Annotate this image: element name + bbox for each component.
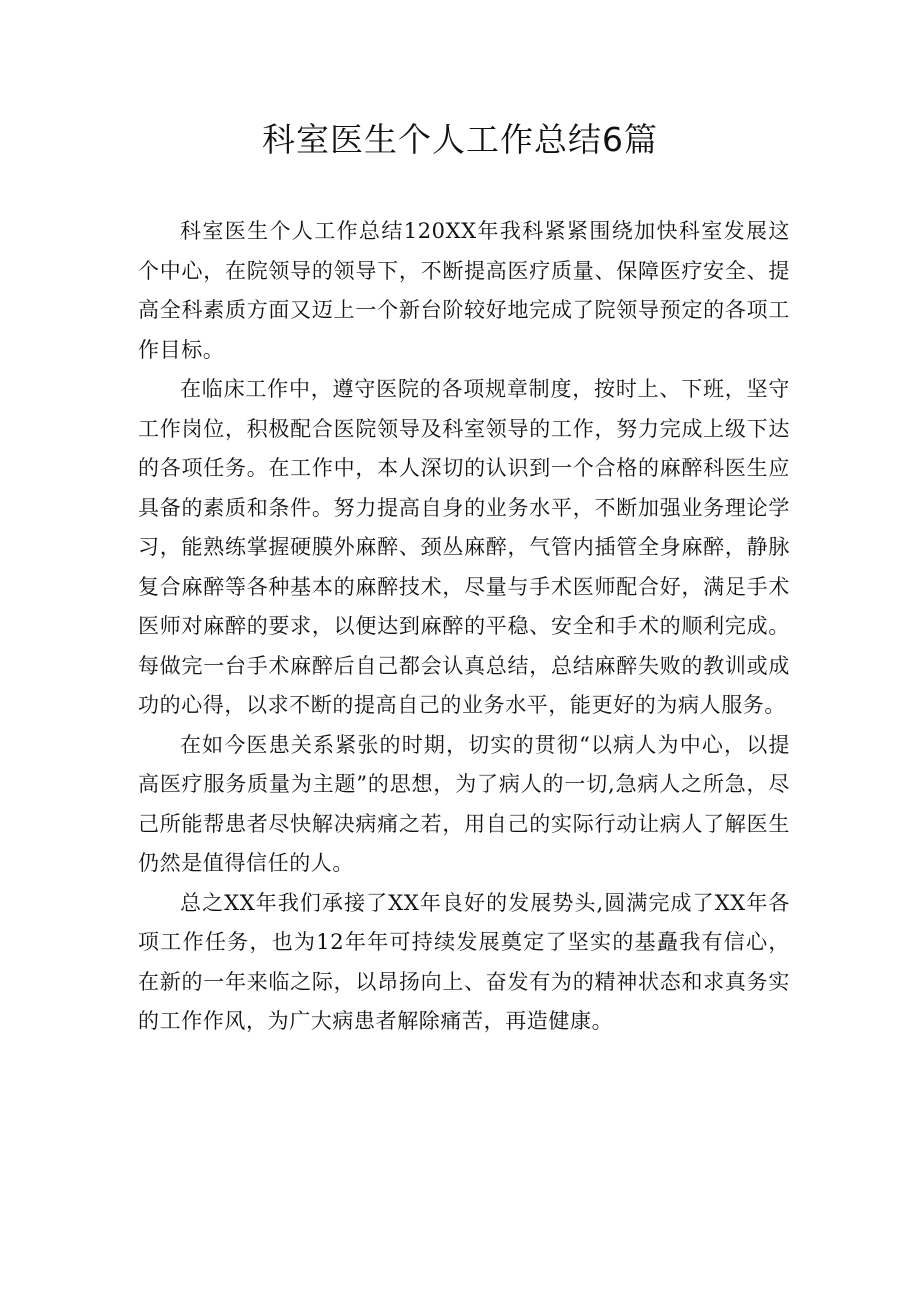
- paragraph-1: 科室医生个人工作总结120XX年我科紧紧围绕加快科室发展这个中心，在院领导的领导下，不断提高医疗质量、保障医疗安全、提高全科素质方面又迈上一个新台阶较好地完成了院领导预定的各项工作目标。: [138, 219, 790, 362]
- paragraph-3: 在如今医患关系紧张的时期，切实的贯彻“以病人为中心，以提高医疗服务质量为主题”的思想，为了病人的一切,急病人之所急，尽己所能帮患者尽快解决病痛之若，用自己的实际行动让病人了解医生仍然是值得信任的人。: [138, 732, 790, 875]
- document-title: 科室医生个人工作总结6篇: [262, 120, 658, 159]
- paragraph-4: 总之XX年我们承接了XX年良好的发展势头,圆满完成了XX年各项工作任务，也为12年年可持续发展奠定了坚实的基矗我有信心，在新的一年来临之际，以昂扬向上、奋发有为的精神状态和求真务实的工作作风，为广大病患者解除痛苦，再造健康。: [138, 890, 790, 1033]
- paragraph-2: 在临床工作中，遵守医院的各项规章制度，按时上、下班，坚守工作岗位，积极配合医院领导及科室领导的工作，努力完成上级下达的各项任务。在工作中，本人深切的认识到一个合格的麻醉科医生应具备的素质和条件。努力提高自身的业务水平，不断加强业务理论学习，能熟练掌握硬膜外麻醉、颈丛麻醉，气管内插管全身麻醉，静脉复合麻醉等各种基本的麻醉技术，尽量与手术医师配合好，满足手术医师对麻醉的要求，以便达到麻醉的平稳、安全和手术的顺利完成。每做完一台手术麻醉后自己都会认真总结，总结麻醉失败的教训或成功的心得，以求不断的提高自己的业务水平，能更好的为病人服务。: [138, 377, 790, 717]
- document-body: [138, 212, 790, 1042]
